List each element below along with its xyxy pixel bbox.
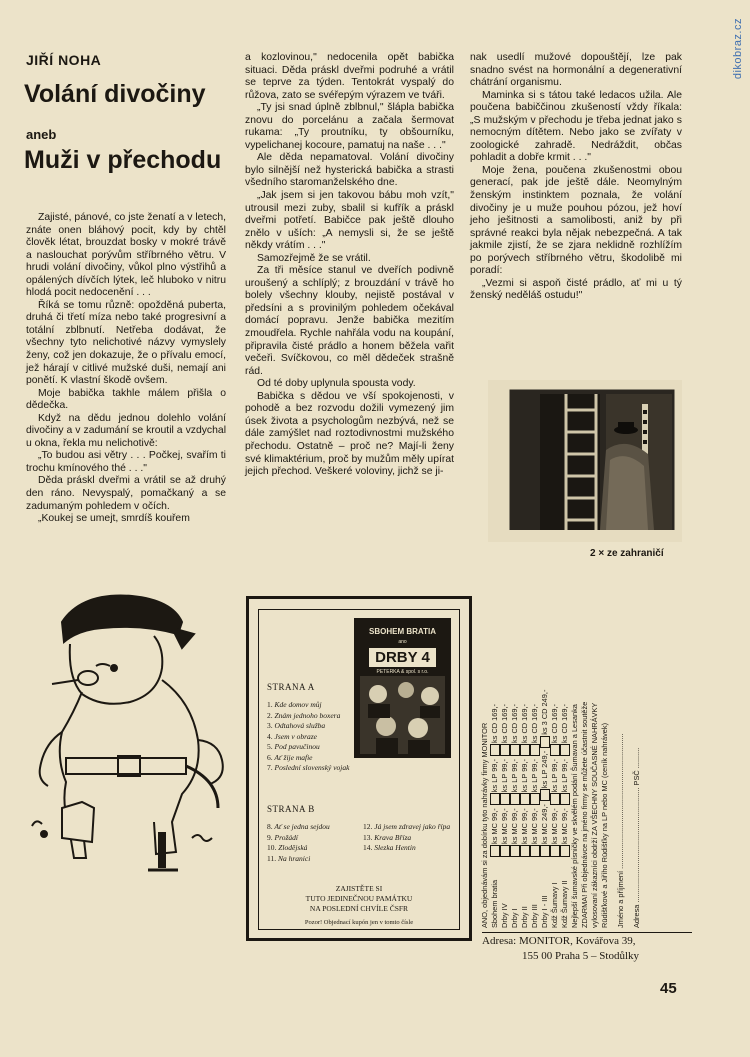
article-title: Volání divočiny: [24, 80, 206, 108]
mc-quantity-box[interactable]: [560, 845, 570, 857]
order-form: [480, 598, 670, 928]
paragraph: „Vezmi si aspoň čisté prádlo, ať mi u tý ženský neděláš ostudu!": [470, 277, 682, 302]
track-item: 9. Prožádí: [267, 832, 298, 842]
cover-title: DRBY 4: [369, 648, 436, 667]
paragraph: Moje babička takhle málem přišla o dědečka.: [26, 387, 226, 412]
track-item: 2. Znám jednoho boxera: [267, 710, 341, 720]
watermark: dikobraz.cz: [732, 18, 744, 80]
article-subtitle: Muži v přechodu: [24, 146, 222, 174]
order-row: Drby Iks MC 99,- ks LP 99,- ks CD 169,-: [510, 703, 520, 928]
mc-quantity-box[interactable]: [530, 845, 540, 857]
order-row: Sbohem bratiaks MC 99,- ks LP 99,- ks CD 169,-: [490, 703, 499, 928]
cd-quantity-box[interactable]: [490, 744, 500, 756]
lp-quantity-box[interactable]: [520, 793, 530, 805]
track-item: 12. Já jsem zdravej jako řípa: [363, 822, 451, 831]
ad-callout-line: TUTO JEDINEČNOU PAMÁTKU: [305, 894, 413, 903]
mc-quantity-box[interactable]: [510, 845, 520, 857]
ad-callout: ZAJISTĚTE SI: [335, 884, 383, 893]
cover-subtitle: PETERKA & spol. s r.o.: [376, 669, 429, 675]
mailing-address-city: 155 00 Praha 5 – Stodůlky: [522, 950, 640, 962]
paragraph: Od té doby uplynula spousta vody.: [257, 378, 416, 390]
paragraph: Ale děda nepamatoval. Volání divočiny bylo silnější než hysterická babička a strasti všedního staromanželského dne.: [245, 152, 454, 189]
paragraph: „To budou asi větry . . . Počkej, svařím ti trochu kmínového thé . . .": [26, 450, 226, 474]
name-field[interactable]: Jméno a příjmení ..................................................................: [616, 733, 626, 928]
order-form-rotated: [480, 598, 670, 928]
lp-quantity-box[interactable]: [530, 793, 540, 805]
ad-callout-line: NA POSLEDNÍ CHVÍLE ČSFR: [309, 904, 409, 913]
cd-quantity-box[interactable]: [550, 744, 560, 756]
cover-anno: ano: [398, 639, 407, 645]
paragraph: „Jak jsem si jen takovou bábu moh vzít," utrousil mezi zuby, sbalil si kufřík a práskl dveřmi potřetí. Babičce pak ještě dlouho znělo v uších: „A nemysli si, že se ještě někdy vrátím . . .": [245, 190, 454, 252]
album-cover: [354, 618, 451, 758]
track-item: 11. Na hranici: [267, 853, 311, 863]
cover-headline: SBOHEM BRATIA: [369, 627, 436, 636]
order-row: Kdž Šumavy Iks MC 99,- ks LP 99,- ks CD 169,-: [550, 703, 560, 928]
track-item: 3. Odtahová služba: [267, 721, 326, 730]
cd-quantity-box[interactable]: [510, 744, 520, 756]
album-advertisement: [246, 596, 472, 941]
tracklist-side-b-left: [267, 822, 357, 864]
tracklist-side-a: [267, 700, 353, 774]
mc-quantity-box[interactable]: [500, 845, 510, 857]
photo-illustration: [488, 380, 682, 542]
mailing-address: Adresa: MONITOR, Kovářova 39,: [482, 935, 636, 947]
paragraph: Když na dědu jednou dolehlo volání divočiny a v zadumání se kroutil a vzdychal u okna, řekla mu nelichotivě:: [26, 412, 226, 449]
lp-quantity-box[interactable]: [500, 793, 510, 805]
track-item: 5. Pod pavučinou: [267, 742, 320, 751]
tracklist-side-b-right: [363, 822, 455, 854]
mc-quantity-box[interactable]: [540, 845, 550, 857]
paragraph: „Koukej se umejt, smrdíš kouřem: [38, 513, 190, 525]
address-field[interactable]: Adresa ........................................................ PSČ ..........: [632, 747, 642, 928]
order-row: Drby IIIks MC 99,- ks LP 99,- ks CD 169,-: [530, 703, 540, 928]
article-column-1: [26, 212, 226, 526]
track-item: 6. Ať žije mafie: [267, 752, 313, 762]
paragraph: Samozřejmě že se vrátil.: [257, 252, 371, 264]
paragraph: Děda práskl dveřmi a vrátil se až druhý den ráno. Nevyspalý, pomačkaný a se zadumaným pohledem v očích.: [26, 475, 226, 512]
track-item: 10. Zlodějská: [267, 843, 308, 852]
paragraph: Zajisté, pánové, co jste ženatí a v letech, znáte onen bláhový pocit, kdy by chtěl člověk létat, brouzdat bosky v mokré trávě a naslouchat porývům stříbrného větru. V hrudi volání divočiny, vůkol plno výstřihů a opálených dívčích lýtek, leč hluboko v nitru hlodá pocit nedocenění . . .: [26, 212, 226, 299]
form-note: vylosovaní zákazníci obdrží ZA VŠECHNY SOUČASNÉ NAHRÁVKY: [590, 702, 600, 928]
paragraph: nak usedlí mužové dopouštějí, lze pak snadno svést na hormonální a degenerativní chátrání organismu.: [470, 52, 682, 89]
lp-quantity-box[interactable]: [560, 793, 570, 805]
paragraph: „Ty jsi snad úplně zblbnul," šlápla babička znovu do porcelánu a začala šermovat rukama: „Ty proutníku, ty obšourníku, vypelichanej kocoure, pamatuj na naše . . .": [245, 102, 454, 151]
cd-quantity-box[interactable]: [500, 744, 510, 756]
order-row: Drby I - IIIks MC 249,- ks LP 249,- ks 3 CD 249,-: [540, 689, 550, 928]
track-item: 1. Kde domov můj: [267, 700, 322, 709]
track-item: 8. Ať se jedna sejdou: [267, 822, 330, 831]
paragraph: a kozlovinou," nedocenila opět babička situaci. Děda práskl dveřmi podruhé a vrátil se teprve za týden. Tentokrát vyspalý do růžova, zato se svéřepým výrazem ve tváři.: [245, 52, 454, 101]
cd-quantity-box[interactable]: [540, 736, 550, 748]
track-item: 4. Jsem v obraze: [267, 731, 317, 741]
paragraph: Moje žena, poučena zkušenostmi obou generací, pak jde ještě dále. Neomylným ženským instinktem poznala, že volání divočiny je u muže pouhou pózou, jež hoví jeho ješitnosti a samolibosti, aniž by při správné reakci byla nějak nebezpečná. A tak jakmile zjistí, že se zjara neklidně rozhlížím po porývech stříbrného větru, škodolibě mi poradí:: [470, 164, 682, 277]
order-row: Drby IIks MC 99,- ks LP 99,- ks CD 169,-: [520, 703, 530, 928]
order-row: Drby IVks MC 99,- ks LP 99,- ks CD 169,-: [500, 703, 510, 928]
track-item: 7. Poslední slovenský vojak: [267, 763, 350, 772]
order-row: Kdž Šumavy IIks MC 99,- ks LP 99,- ks CD 169,-: [560, 703, 570, 928]
paragraph: Za tři měsíce stanul ve dveřích podivně uroušený a schlíplý; z brouzdání v trávě ho bolely všechny klouby, nejistě postával v předsíni a s provinilým pohledem očekával domácí popravu. Jenže babička mezitím zmoudřela. Rychle nahřála vodu na koupání, připravila čisté prádlo a honem běžela vařit večeři. Svíčkovou, co měl dědeček strašně rád.: [245, 265, 454, 377]
ad-inner-frame: [258, 609, 460, 930]
article-column-3: [470, 52, 682, 303]
form-note: ZDARMA! Při objednávce na jméno firmy se můžete účastnit soutěže: [580, 701, 590, 928]
lp-quantity-box[interactable]: [540, 789, 550, 801]
pirate-cartoon: [22, 582, 234, 874]
side-b-label: STRANA B: [267, 804, 315, 814]
form-intro: ANO, objednávám si za dobírku tyto nahrávky firmy MONITOR: [480, 722, 489, 928]
cd-quantity-box[interactable]: [520, 744, 530, 756]
paragraph: Babička s dědou ve vší spokojenosti, v pohodě a bez rozvodu dožili vymezený jim úsek života a psychologům nezbývá, než se dále zamýšlet nad roztodivnostmi mužského přechodu. Ostatně – proč ne? Mají-li ženy své klimaktérium, proč by mužům měly upírat jejich přechod. Veškeré voloviny, jichž se ji-: [245, 390, 454, 478]
form-note: Nejlepší šumavské písničky ve skvělém podání Šumavan a Lesanka: [570, 704, 580, 928]
article-column-2: [245, 52, 454, 479]
track-item: 14. Slezka Hentin: [363, 843, 416, 852]
ad-notice: Pozor! Objednací kupón jen v tomto čísle: [304, 919, 414, 926]
mc-quantity-box[interactable]: [490, 845, 500, 857]
paragraph: Říká se tomu různě: opožděná puberta, druhá či třetí míza nebo také progresivní a totální zblbnutí. Netřeba dodávat, že všechny tyto nelichotivé názvy vymyslely ženy, což jen dokazuje, že o přívalu emocí, jež hárají v citlivé mužské duši, nemají ani ponětí. K vlastní škodě ovšem.: [26, 299, 226, 387]
page-number: 45: [660, 980, 677, 997]
cover-photo: [360, 676, 445, 754]
lp-quantity-box[interactable]: [490, 793, 500, 805]
paragraph: Maminka si s tátou také ledacos užila. Ale poučena babiččinou zkušeností vždy říkala: „S mužským v přechodu je třeba jednat jako s nemocným dítětem. Nebo jako se zvířaty v zoologické zahradě. Nedráždit, občas pohladit a dobře krmit . . .": [470, 89, 682, 164]
form-note: Rūdišťkové a Jiřího Rūdišťky na LP nebo MC (ceník nahrávek): [600, 722, 610, 928]
mc-quantity-box[interactable]: [520, 845, 530, 857]
lp-quantity-box[interactable]: [550, 793, 560, 805]
lp-quantity-box[interactable]: [510, 793, 520, 805]
side-a-label: STRANA A: [267, 682, 315, 692]
photo-caption: 2 × ze zahraničí: [590, 548, 664, 559]
mc-quantity-box[interactable]: [550, 845, 560, 857]
address-rule: [482, 932, 692, 933]
cd-quantity-box[interactable]: [560, 744, 570, 756]
article-author: JIŘÍ NOHA: [26, 52, 102, 68]
cd-quantity-box[interactable]: [530, 744, 540, 756]
article-conjunction: aneb: [26, 127, 57, 142]
track-item: 13. Krava Bříza: [363, 832, 412, 842]
